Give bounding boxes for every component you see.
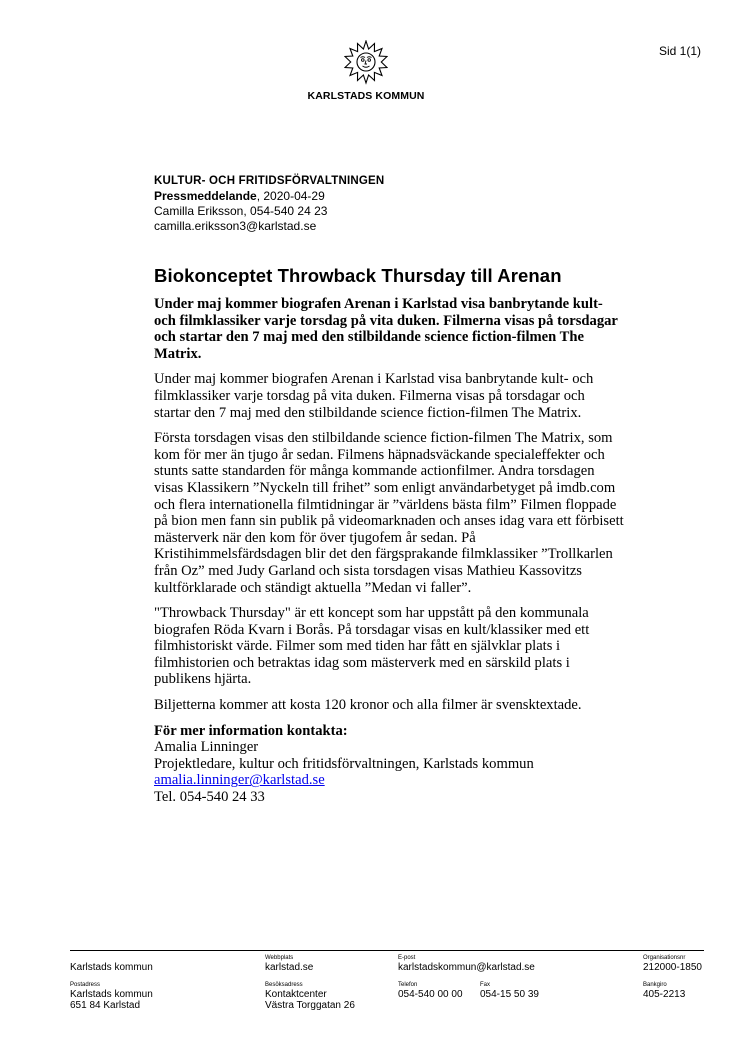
page-number: Sid 1(1) <box>659 44 702 58</box>
logo-text: KARLSTADS KOMMUN <box>307 90 425 102</box>
headline: Biokonceptet Throwback Thursday till Arenan <box>154 265 562 286</box>
footer-email-link[interactable]: karlstadskommun@karlstad.se <box>398 962 535 973</box>
article-body <box>154 296 624 806</box>
footer-postal: Postadress Karlstads kommun 651 84 Karlstad <box>70 982 153 1011</box>
department-name: KULTUR- OCH FRITIDSFÖRVALTNINGEN <box>154 175 385 187</box>
footer-visit: Besöksadress Kontaktcenter Västra Torggatan 26 <box>265 982 355 1011</box>
press-label: Pressmeddelande <box>154 189 257 203</box>
contact-name: Amalia Linninger <box>154 739 259 756</box>
logo <box>296 40 436 102</box>
contact-heading: För mer information kontakta: <box>154 722 348 739</box>
footer-email: E-post karlstadskommun@karlstad.se <box>398 955 535 973</box>
footer-fax: Fax 054-15 50 39 <box>480 982 539 1000</box>
lead-paragraph: Under maj kommer biografen Arenan i Karlstad visa banbrytande kult- och filmklassiker varje torsdag på vita duken. Filmerna visas på torsdagar och startar den 7 maj med den stilbildande science fiction-filmen The Matrix. <box>154 296 618 362</box>
sender-email: camilla.eriksson3@karlstad.se <box>154 219 317 233</box>
contact-phone: Tel. 054-540 24 33 <box>154 789 265 806</box>
footer-phone: Telefon 054-540 00 00 <box>398 982 463 1000</box>
footer-web-link[interactable]: karlstad.se <box>265 962 314 973</box>
footer-bankgiro: Bankgiro 405-2213 <box>643 982 686 1000</box>
press-date: , 2020-04-29 <box>256 189 325 203</box>
body-paragraph-1: Under maj kommer biografen Arenan i Karlstad visa banbrytande kult- och filmklassiker varje torsdag på vita duken. Filmerna visas på torsdagar och startar den 7 maj med den stilbildande science fiction-filmen The Matrix. <box>154 371 594 421</box>
footer-org-name: Karlstads kommun <box>70 962 153 973</box>
sender-contact: Camilla Eriksson, 054-540 24 23 <box>154 204 328 218</box>
footer-orgnr: Organisationsnr 212000-1850 <box>643 955 702 973</box>
footer-divider <box>70 950 704 951</box>
contact-block <box>154 723 624 806</box>
contact-title: Projektledare, kultur och fritidsförvaltningen, Karlstads kommun <box>154 755 534 772</box>
contact-email-link[interactable]: amalia.linninger@karlstad.se <box>154 772 325 789</box>
sender-block <box>154 174 384 234</box>
body-paragraph-2: Första torsdagen visas den stilbildande science fiction-filmen The Matrix, som kom för mer än tjugo år sedan. Filmens häpnadsväckande specialeffekter och stunts satte standarden för många kommande actionfilmer. Andra torsdagen visas Klassikern ”Nyckeln till frihet” som enligt användarbetyget på imdb.com och flera internationella filmtidningar är ”världens bästa film” Filmen floppade på bion men fann sin publik på videomarknaden och anses idag vara ett förbisett mästerverk när den kom för över tjugofem år sedan. På Kristihimmelsfärdsdagen blir det den färgsprakande filmklassiker ”Trollkarlen från Oz” med Judy Garland och sista torsdagen visas Mathieu Kassovitzs kultförklarade och ständigt aktuella ”Medan vi faller”. <box>154 430 624 596</box>
body-paragraph-3: "Throwback Thursday" är ett koncept som har uppstått på den kommunala biografen Röda Kvarn i Borås. På torsdagar visas en kult/klassiker med ett filmhistoriskt värde. Filmer som med tiden har fått en självklar plats i filmhistorien och betraktas idag som mästerverk med en särskild plats i publikens hjärta. <box>154 605 590 688</box>
footer-web: Webbplats karlstad.se <box>265 955 314 973</box>
body-paragraph-4: Biljetterna kommer att kosta 120 kronor och alla filmer är svensktextade. <box>154 697 582 714</box>
sun-logo-icon <box>344 40 388 86</box>
press-line <box>154 189 384 204</box>
